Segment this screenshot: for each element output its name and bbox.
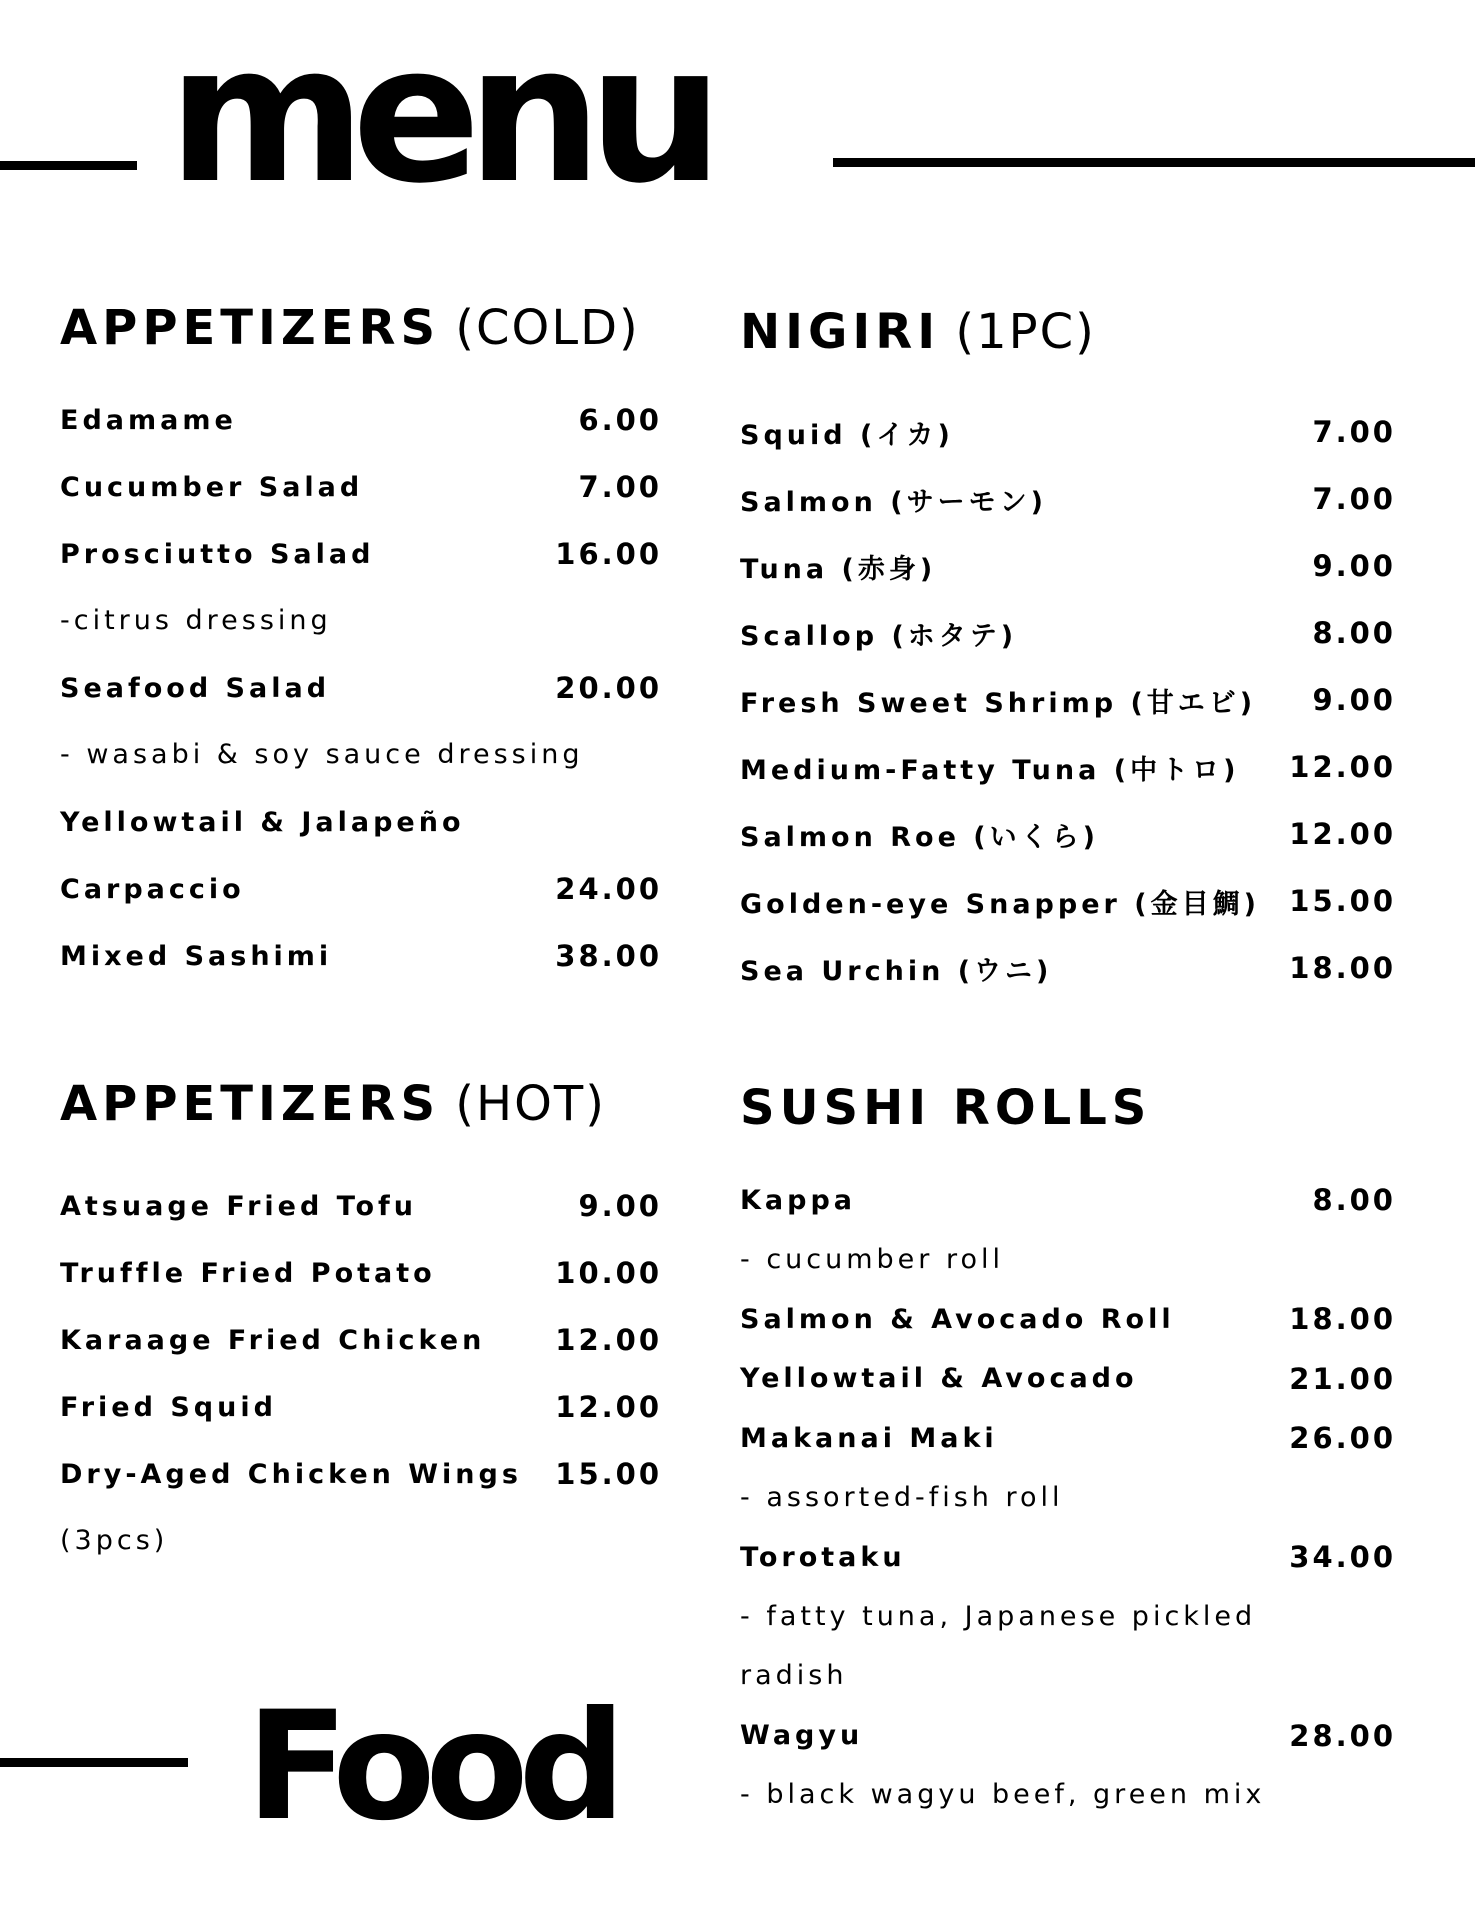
item-price: 12.00 [555, 1390, 662, 1424]
item-price: 7.00 [578, 470, 662, 504]
menu-item [60, 1253, 662, 1293]
menu-item [60, 1454, 662, 1494]
item-price: 10.00 [555, 1256, 662, 1290]
item-price: 18.00 [1289, 951, 1396, 985]
item-price: 20.00 [555, 671, 662, 705]
item-name: Atsuage Fried Tofu [60, 1190, 418, 1222]
item-name: Scallop (ホタテ) [740, 620, 1018, 652]
item-note: - wasabi & soy sauce dressing [60, 739, 584, 770]
item-note: (3pcs) [60, 1525, 169, 1556]
item-price: 8.00 [1312, 1183, 1396, 1217]
menu-item [60, 1186, 662, 1226]
menu-title: menu [168, 4, 710, 225]
item-name: Mixed Sashimi [60, 940, 333, 972]
item-name: Squid (イカ) [740, 419, 954, 451]
item-name: Sea Urchin (ウニ) [740, 955, 1053, 987]
section-qualifier: (1PC) [955, 304, 1096, 360]
item-price: 15.00 [1289, 884, 1396, 918]
item-name: Salmon (サーモン) [740, 486, 1047, 518]
item-name: Tuna (赤身) [740, 553, 937, 585]
item-price: 9.00 [1312, 683, 1396, 717]
item-name: Torotaku [740, 1541, 906, 1573]
menu-item [60, 467, 662, 507]
section-title-text: APPETIZERS [60, 1076, 441, 1132]
item-price: 21.00 [1289, 1361, 1396, 1396]
menu-item [740, 1716, 1396, 1756]
item-note: - assorted-fish roll [740, 1481, 1064, 1513]
item-price: 8.00 [1312, 616, 1396, 650]
item-name: Salmon Roe (いくら) [740, 821, 1099, 853]
section-title-text: SUSHI ROLLS [740, 1080, 1152, 1136]
item-name: Medium-Fatty Tuna (中トロ) [740, 754, 1240, 786]
item-name: Seafood Salad [60, 672, 331, 704]
section-qualifier: (HOT) [455, 1076, 606, 1132]
section-title-sushi-rolls [740, 1080, 1152, 1136]
item-price: 24.00 [555, 872, 662, 906]
menu-item [60, 668, 662, 708]
menu-item [740, 546, 1396, 586]
item-price: 12.00 [555, 1323, 662, 1357]
item-name: Karaage Fried Chicken [60, 1324, 486, 1356]
item-price: 12.00 [1289, 817, 1396, 851]
menu-item [740, 1299, 1396, 1339]
item-price: 9.00 [578, 1189, 662, 1223]
menu-item [740, 412, 1396, 452]
section-title-appetizers-cold [60, 300, 640, 356]
menu-item [60, 400, 662, 440]
menu-item [60, 1387, 662, 1427]
item-note: - cucumber roll [740, 1243, 1005, 1275]
item-name: Fried Squid [60, 1391, 277, 1423]
item-name: Yellowtail & Jalapeño [60, 806, 465, 838]
item-price: 38.00 [555, 939, 662, 973]
menu-item [60, 869, 662, 909]
menu-item [740, 680, 1396, 720]
item-name: Kappa [740, 1184, 857, 1216]
item-price: 28.00 [1289, 1718, 1396, 1753]
menu-item [740, 1418, 1396, 1458]
menu-item [60, 534, 662, 574]
item-note: - fatty tuna, Japanese pickled [740, 1600, 1257, 1632]
item-price: 7.00 [1312, 482, 1396, 516]
item-price: 18.00 [1289, 1302, 1396, 1336]
footer-rule [0, 1758, 188, 1767]
item-name: Wagyu [740, 1720, 864, 1751]
item-name: Yellowtail & Avocado [740, 1363, 1138, 1394]
menu-item [740, 613, 1396, 653]
title-rule-right [833, 158, 1475, 167]
item-name: Truffle Fried Potato [60, 1257, 436, 1289]
item-name: Cucumber Salad [60, 471, 364, 503]
menu-item [60, 1320, 662, 1360]
item-price: 34.00 [1289, 1540, 1396, 1574]
menu-item [740, 1180, 1396, 1220]
item-note: -citrus dressing [60, 605, 332, 636]
section-title-text: NIGIRI [740, 304, 941, 360]
item-note: radish [740, 1660, 848, 1691]
item-note: - black wagyu beef, green mix [740, 1779, 1266, 1810]
menu-item [740, 1537, 1396, 1577]
section-title-appetizers-hot [60, 1076, 606, 1132]
item-name: Makanai Maki [740, 1422, 998, 1454]
item-name: Fresh Sweet Shrimp (甘エビ) [740, 687, 1257, 719]
item-price: 26.00 [1289, 1421, 1396, 1455]
menu-item [60, 802, 662, 842]
item-price: 16.00 [555, 537, 662, 571]
menu-item [740, 881, 1396, 921]
menu-item [740, 747, 1396, 787]
item-name: Edamame [60, 404, 237, 436]
item-name: Salmon & Avocado Roll [740, 1303, 1175, 1335]
title-rule-left [0, 161, 137, 170]
menu-item [740, 479, 1396, 519]
footer-word: Food [246, 1680, 616, 1854]
item-name: Golden-eye Snapper (金目鯛) [740, 888, 1260, 920]
item-price: 6.00 [578, 403, 662, 437]
section-title-text: APPETIZERS [60, 300, 441, 356]
menu-item [740, 948, 1396, 988]
item-price: 15.00 [555, 1457, 662, 1491]
section-title-nigiri [740, 304, 1096, 360]
item-name: Carpaccio [60, 873, 245, 905]
menu-item [60, 936, 662, 976]
menu-item [740, 1359, 1396, 1399]
item-name: Prosciutto Salad [60, 538, 375, 570]
section-qualifier: (COLD) [455, 300, 640, 356]
menu-item [740, 814, 1396, 854]
item-price: 7.00 [1312, 415, 1396, 449]
item-price: 12.00 [1289, 750, 1396, 784]
item-name: Dry-Aged Chicken Wings [60, 1458, 522, 1490]
item-price: 9.00 [1312, 549, 1396, 583]
